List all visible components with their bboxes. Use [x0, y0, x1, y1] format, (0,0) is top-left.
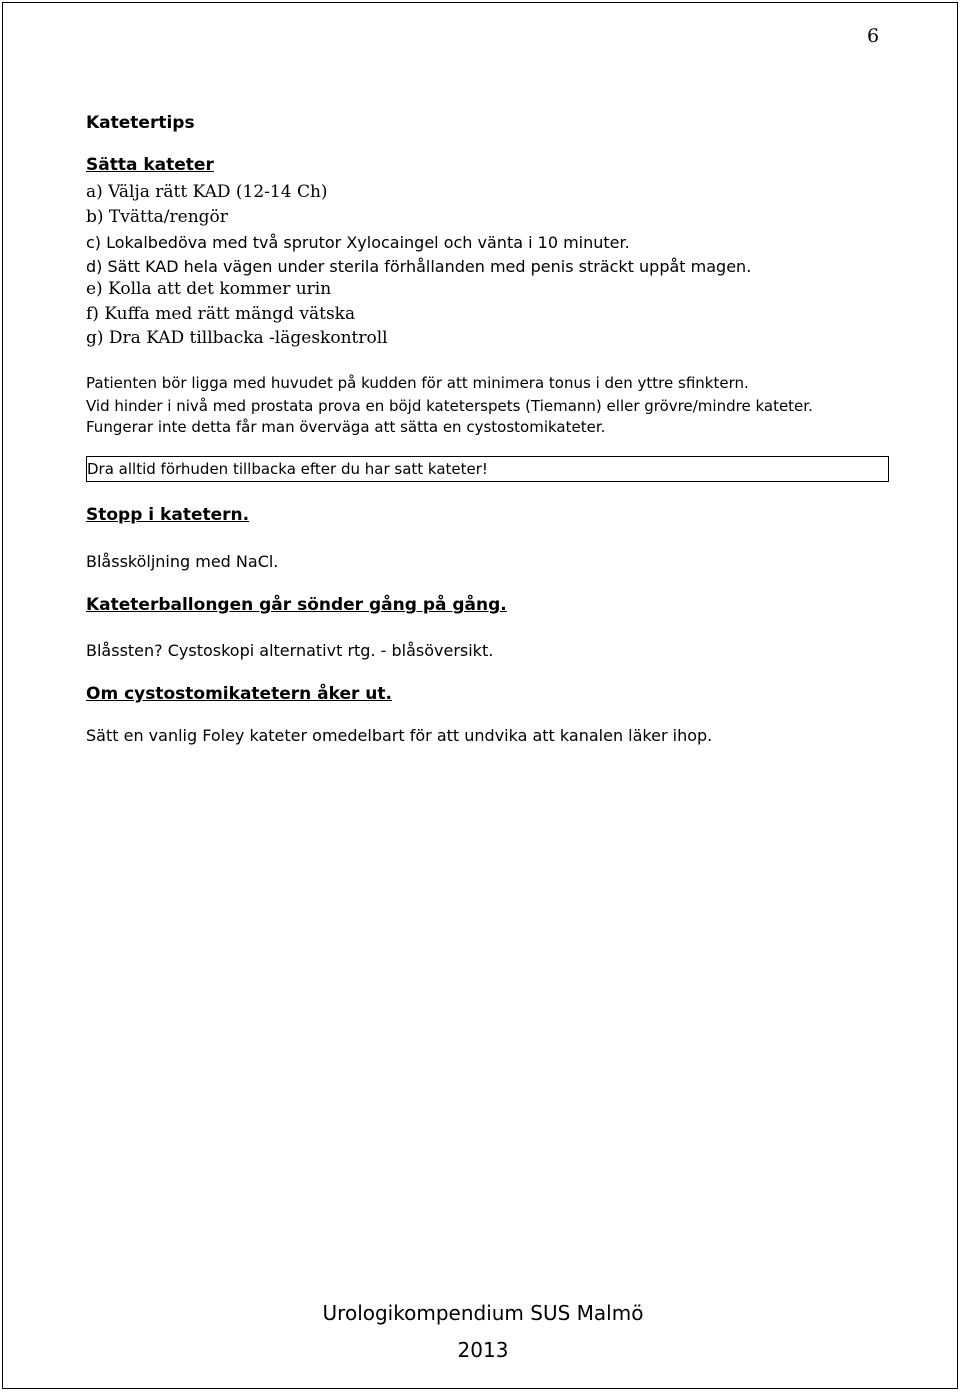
footer-year: 2013 — [457, 1338, 509, 1362]
note-prostata-hinder: Vid hinder i nivå med prostata prova en böjd kateterspets (Tiemann) eller grövre/mindre kateter. — [86, 397, 813, 415]
step-g: g) Dra KAD tillbacka -lägeskontroll — [86, 328, 388, 348]
note-patient-position: Patienten bör ligga med huvudet på kudden för att minimera tonus i den yttre sfinktern. — [86, 374, 749, 392]
boxed-note: Dra alltid förhuden tillbacka efter du har satt kateter! — [86, 456, 889, 482]
text-blassten: Blåssten? Cystoskopi alternativt rtg. - blåsöversikt. — [86, 641, 494, 660]
footer-title: Urologikompendium SUS Malmö — [322, 1301, 644, 1325]
document-page — [2, 2, 958, 1389]
page-number: 6 — [867, 25, 880, 47]
page-title: Katetertips — [86, 113, 195, 133]
step-f: f) Kuffa med rätt mängd vätska — [86, 304, 356, 324]
section-heading-stopp: Stopp i katetern. — [86, 505, 250, 525]
step-a: a) Välja rätt KAD (12-14 Ch) — [86, 182, 328, 202]
section-heading-satta-kateter: Sätta kateter — [86, 155, 214, 175]
text-foley: Sätt en vanlig Foley kateter omedelbart för att undvika att kanalen läker ihop. — [86, 726, 713, 745]
text-blasskoljning: Blåssköljning med NaCl. — [86, 552, 279, 571]
section-heading-ballong: Kateterballongen går sönder gång på gång. — [86, 595, 507, 615]
step-c: c) Lokalbedöva med två sprutor Xylocaingel och vänta i 10 minuter. — [86, 233, 630, 252]
section-heading-cystostomi: Om cystostomikatetern åker ut. — [86, 684, 392, 704]
step-e: e) Kolla att det kommer urin — [86, 279, 332, 299]
step-b: b) Tvätta/rengör — [86, 207, 228, 227]
note-cystostomi: Fungerar inte detta får man överväga att sätta en cystostomikateter. — [86, 418, 606, 436]
step-d: d) Sätt KAD hela vägen under sterila förhållanden med penis sträckt uppåt magen. — [86, 257, 752, 276]
